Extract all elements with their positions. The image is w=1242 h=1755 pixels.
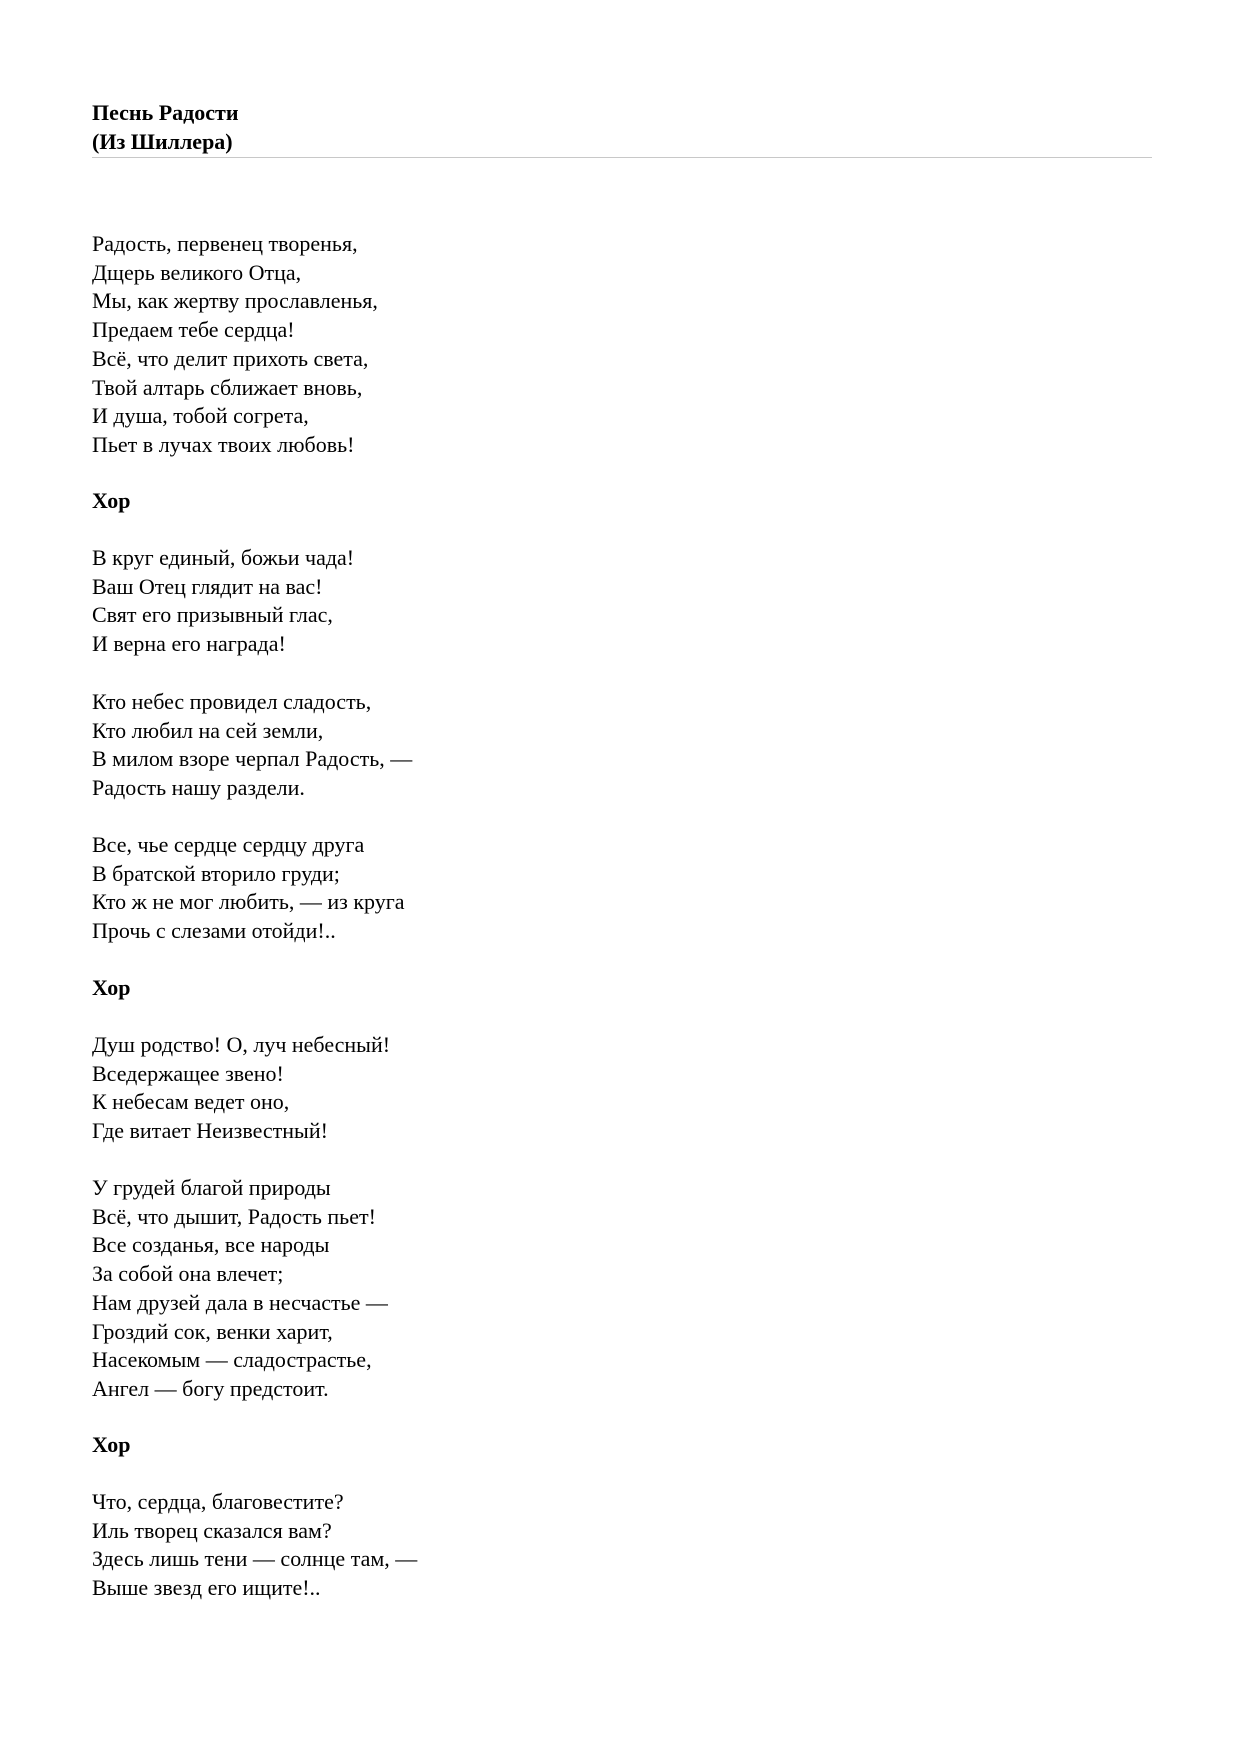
verse-line: Что, сердца, благовестите? xyxy=(92,1489,344,1514)
chorus-heading: Хор xyxy=(92,1432,131,1457)
verse-line: В братской вторило груди; xyxy=(92,860,340,886)
verse-line: Пьет в лучах твоих любовь! xyxy=(92,431,355,457)
chorus-heading: Хор xyxy=(92,975,131,1000)
verse-line: И душа, тобой согрета, xyxy=(92,403,309,429)
verse-line: Ангел — богу предстоит. xyxy=(92,1375,329,1401)
verse-line: Прочь с слезами отойди!.. xyxy=(92,918,336,944)
chorus-heading-1 xyxy=(92,487,130,516)
stanza-5 xyxy=(92,1031,390,1146)
verse-line: Радость нашу раздели. xyxy=(92,775,305,801)
verse-line: Нам друзей дала в несчастье — xyxy=(92,1289,388,1315)
document-subtitle: (Из Шиллера) xyxy=(92,129,233,154)
verse-line: Кто небес провидел сладость, xyxy=(92,689,372,714)
chorus-heading: Хор xyxy=(92,488,131,513)
verse-line: Выше звезд его ищите!.. xyxy=(92,1575,321,1601)
verse-line: Ваш Отец глядит на вас! xyxy=(92,573,323,599)
stanza-1 xyxy=(92,230,378,460)
verse-line: Всё, что дышит, Радость пьет! xyxy=(92,1203,376,1229)
stanza-4 xyxy=(92,831,405,946)
chorus-heading-2 xyxy=(92,974,130,1003)
verse-line: К небесам ведет оно, xyxy=(92,1089,290,1115)
verse-line: Твой алтарь сближает вновь, xyxy=(92,374,363,400)
verse-line: Вседержащее звено! xyxy=(92,1060,284,1086)
verse-line: И верна его награда! xyxy=(92,631,286,657)
verse-line: Предаем тебе сердца! xyxy=(92,317,295,343)
verse-line: Свят его призывный глас, xyxy=(92,602,333,628)
stanza-2 xyxy=(92,544,354,659)
verse-line: За собой она влечет; xyxy=(92,1261,284,1287)
stanza-3 xyxy=(92,688,412,803)
verse-line: Всё, что делит прихоть света, xyxy=(92,345,369,371)
document-header xyxy=(92,98,239,156)
verse-line: Дщерь великого Отца, xyxy=(92,259,302,285)
verse-line: Кто ж не мог любить, — из круга xyxy=(92,889,405,915)
verse-line: Здесь лишь тени — солнце там, — xyxy=(92,1546,418,1572)
verse-line: Радость, первенец творенья, xyxy=(92,231,358,256)
verse-line: Где витает Неизвестный! xyxy=(92,1118,328,1144)
verse-line: В милом взоре черпал Радость, — xyxy=(92,746,413,772)
verse-line: В круг единый, божьи чада! xyxy=(92,545,355,570)
chorus-heading-3 xyxy=(92,1431,130,1460)
verse-line: Кто любил на сей земли, xyxy=(92,717,324,743)
verse-line: Душ родство! О, луч небесный! xyxy=(92,1032,391,1057)
verse-line: Гроздий сок, венки харит, xyxy=(92,1318,333,1344)
verse-line: Все, чье сердце сердцу друга xyxy=(92,832,365,857)
header-divider xyxy=(92,157,1152,158)
stanza-6 xyxy=(92,1174,388,1404)
verse-line: Насекомым — сладострастье, xyxy=(92,1347,372,1373)
stanza-7 xyxy=(92,1488,417,1603)
verse-line: Все созданья, все народы xyxy=(92,1232,330,1258)
verse-line: Мы, как жертву прославленья, xyxy=(92,288,378,314)
verse-line: У грудей благой природы xyxy=(92,1175,331,1200)
verse-line: Иль творец сказался вам? xyxy=(92,1517,332,1543)
document-title: Песнь Радости xyxy=(92,100,239,125)
